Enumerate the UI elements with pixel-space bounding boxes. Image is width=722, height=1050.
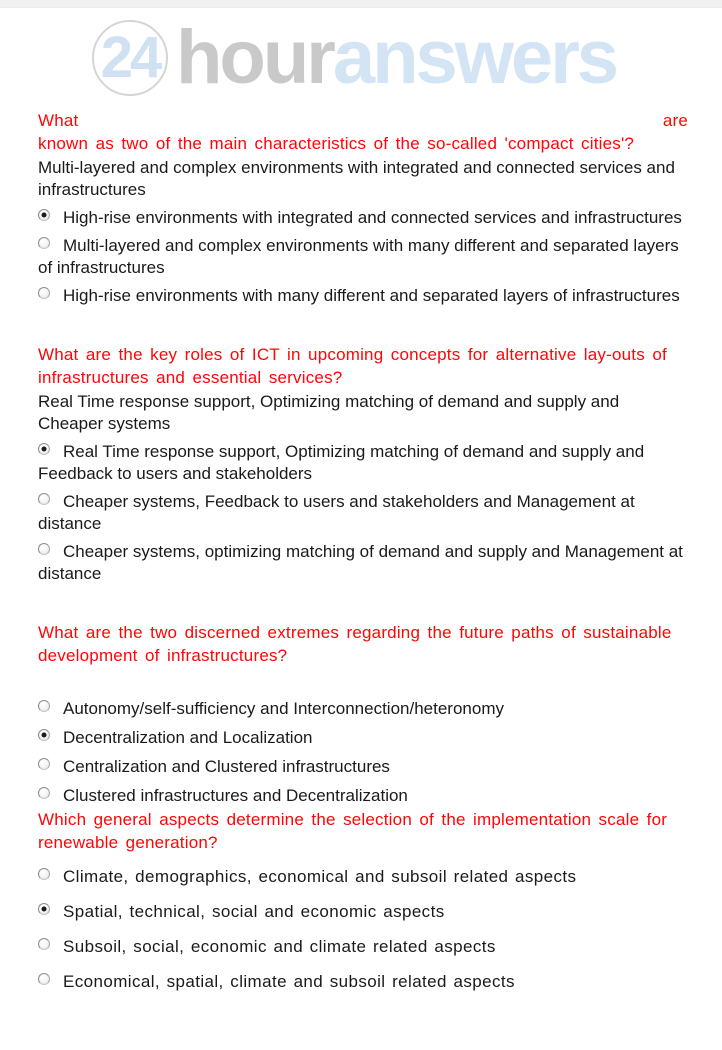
option-label[interactable]: Decentralization and Localization xyxy=(63,728,313,747)
question-text-line-justified xyxy=(38,109,688,132)
question-word-left: What xyxy=(38,111,79,130)
option-label[interactable]: Economical, spatial, climate and subsoil related aspects xyxy=(63,972,515,991)
radio-option[interactable] xyxy=(38,727,688,749)
radio-option[interactable] xyxy=(38,970,688,994)
question-text-line: Which general aspects determine the selection of the implementation scale for xyxy=(38,810,668,829)
radio-option[interactable] xyxy=(38,285,688,307)
question-text-line: What are the key roles of ICT in upcoming concepts for alternative lay-outs of xyxy=(38,345,667,364)
radio-button[interactable] xyxy=(38,493,50,505)
radio-option[interactable] xyxy=(38,935,688,959)
radio-button[interactable] xyxy=(38,758,50,770)
question-text-line: known as two of the main characteristics of the so-called 'compact cities'? xyxy=(38,134,635,153)
logo[interactable] xyxy=(92,17,722,99)
option-label[interactable]: High-rise environments with many different and separated layers of infrastructures xyxy=(63,286,680,305)
question-text-line: What are the two discerned extremes regarding the future paths of sustainable xyxy=(38,623,672,642)
answer-text: Real Time response support, Optimizing matching of demand and supply and Cheaper systems xyxy=(38,392,620,433)
question-text-line: renewable generation? xyxy=(38,833,218,852)
question-block-2 xyxy=(38,343,688,585)
radio-button[interactable] xyxy=(38,209,50,221)
radio-option[interactable] xyxy=(38,865,688,889)
option-label[interactable]: Real Time response support, Optimizing matching of demand and supply and Feedback to users and stakeholders xyxy=(38,442,645,483)
option-label[interactable]: Centralization and Clustered infrastructures xyxy=(63,757,390,776)
radio-option[interactable] xyxy=(38,756,688,778)
option-label[interactable]: Multi-layered and complex environments with many different and separated layers of infrastructures xyxy=(38,236,679,277)
option-label[interactable]: Climate, demographics, economical and subsoil related aspects xyxy=(63,867,577,886)
logo-word-answers: answers xyxy=(332,15,617,100)
radio-option[interactable] xyxy=(38,541,688,585)
option-label[interactable]: High-rise environments with integrated and connected services and infrastructures xyxy=(63,208,682,227)
answer-text: Multi-layered and complex environments with integrated and connected services and infrastructures xyxy=(38,158,675,199)
option-label[interactable]: Cheaper systems, optimizing matching of demand and supply and Management at distance xyxy=(38,542,683,583)
question-text xyxy=(38,621,688,667)
radio-option[interactable] xyxy=(38,698,688,720)
option-label[interactable]: Clustered infrastructures and Decentralization xyxy=(63,786,408,805)
question-block-1 xyxy=(38,109,688,307)
radio-option[interactable] xyxy=(38,900,688,924)
question-text-line: infrastructures and essential services? xyxy=(38,368,343,387)
option-label[interactable]: Autonomy/self-sufficiency and Interconnection/heteronomy xyxy=(63,699,504,718)
question-text xyxy=(38,343,688,389)
question-text xyxy=(38,808,688,854)
question-text-line: development of infrastructures? xyxy=(38,646,288,665)
radio-button[interactable] xyxy=(38,287,50,299)
logo-number: 24 xyxy=(100,25,160,90)
quiz-content xyxy=(38,109,688,994)
radio-option[interactable] xyxy=(38,491,688,535)
answer-text-empty xyxy=(38,669,688,691)
radio-button[interactable] xyxy=(38,787,50,799)
radio-option[interactable] xyxy=(38,785,688,807)
option-label[interactable]: Subsoil, social, economic and climate related aspects xyxy=(63,937,496,956)
top-border xyxy=(0,0,722,8)
question-text xyxy=(38,109,688,155)
radio-button[interactable] xyxy=(38,543,50,555)
radio-button[interactable] xyxy=(38,237,50,249)
question-block-4 xyxy=(38,808,688,994)
radio-button[interactable] xyxy=(38,729,50,741)
option-label[interactable]: Spatial, technical, social and economic aspects xyxy=(63,902,445,921)
radio-button[interactable] xyxy=(38,903,50,915)
logo-word-hour: hour xyxy=(176,15,333,100)
radio-button[interactable] xyxy=(38,700,50,712)
question-word-right: are xyxy=(662,111,688,130)
radio-button[interactable] xyxy=(38,938,50,950)
option-label[interactable]: Cheaper systems, Feedback to users and stakeholders and Management at distance xyxy=(38,492,635,533)
radio-option[interactable] xyxy=(38,235,688,279)
radio-button[interactable] xyxy=(38,443,50,455)
radio-button[interactable] xyxy=(38,868,50,880)
radio-button[interactable] xyxy=(38,973,50,985)
question-block-3 xyxy=(38,621,688,807)
radio-option[interactable] xyxy=(38,441,688,485)
logo-circle xyxy=(92,20,168,96)
radio-option[interactable] xyxy=(38,207,688,229)
